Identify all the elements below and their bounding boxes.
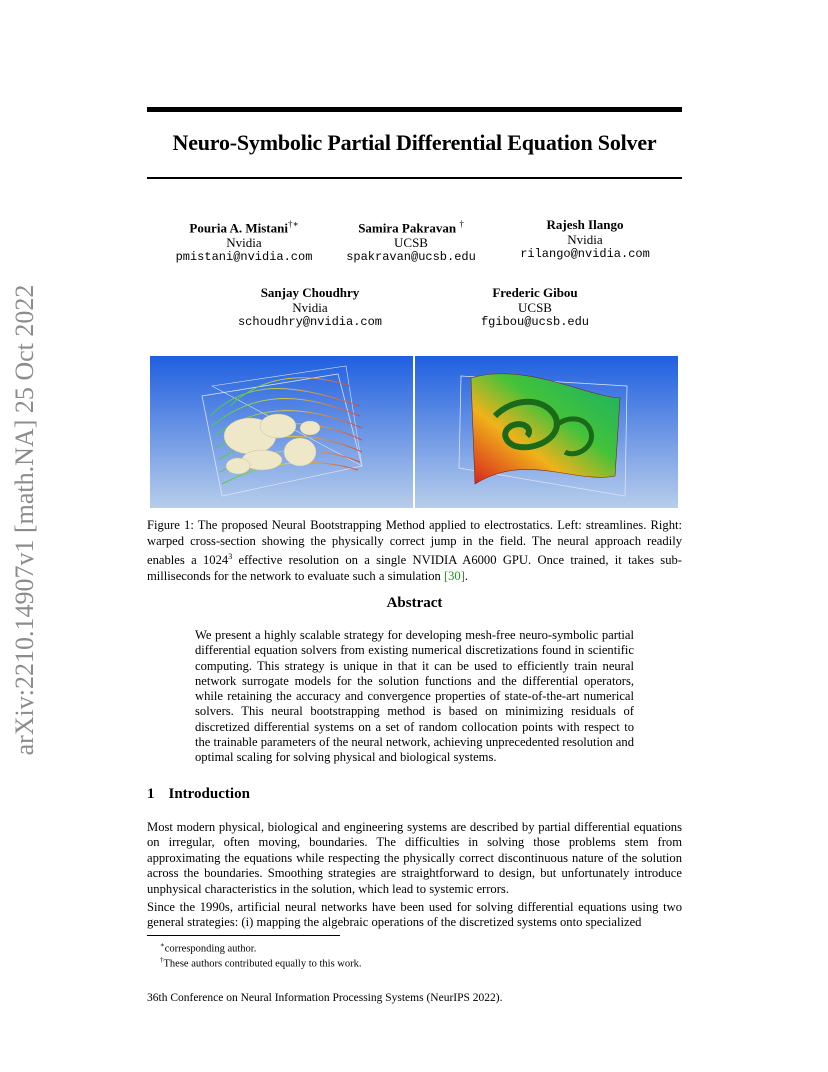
section-heading: 1 Introduction [147, 786, 250, 802]
author-email[interactable]: rilango@nvidia.com [520, 247, 650, 261]
title-bottom-rule [147, 177, 682, 179]
streamlines-image [150, 356, 413, 508]
abstract-text: We present a highly scalable strategy for developing mesh-free neuro-symbolic partial differential equation solvers from existing numerical discretizations found in scientific computing. This strategy is unique in that it can be used to efficiently train neural network surrogate models for the solution functions and the differential operators, while retaining the accuracy and convergence properties of state-of-the-art numerical solvers. This neural bootstrapping method is based on minimizing residuals of discretized differential systems on a set of random collocation points with respect to the trainable parameters of the neural network, achieving unprecedented resolution and optimal scaling for solving physical and biological systems. [195, 628, 634, 765]
cross-section-image [415, 356, 678, 508]
author-name: Pouria A. Mistani†∗ [189, 219, 299, 236]
author-block [435, 285, 635, 330]
author-affiliation: UCSB [518, 300, 552, 315]
author-block [311, 217, 511, 265]
conference-footer: 36th Conference on Neural Information Processing Systems (NeurIPS 2022). [147, 992, 503, 1004]
author-email[interactable]: spakravan@ucsb.edu [346, 250, 476, 265]
author-block [485, 217, 685, 262]
title-top-rule [147, 107, 682, 112]
author-name: Rajesh Ilango [546, 217, 624, 232]
author-affiliation: Nvidia [226, 235, 262, 251]
paper-title: Neuro-Symbolic Partial Differential Equation Solver [172, 130, 657, 155]
author-email[interactable]: schoudhry@nvidia.com [237, 315, 383, 329]
author-affiliation: Nvidia [567, 232, 603, 247]
author-affiliation: Nvidia [292, 300, 328, 315]
author-email[interactable]: pmistani@nvidia.com [175, 250, 313, 265]
abstract-heading: Abstract [386, 595, 443, 611]
footnote-rule [147, 935, 340, 936]
author-name: Sanjay Choudhry [260, 285, 360, 300]
intro-paragraph-2: Since the 1990s, artificial neural networks have been used for solving differential equations using two general strategies: (i) mapping the algebraic operations of the discretized systems onto specialized [147, 900, 682, 930]
author-block [210, 285, 410, 330]
intro-paragraph-1: Most modern physical, biological and engineering systems are described by partial differential equations on irregular, often moving, boundaries. The difficulties in solving those problems stem from approximating the equations while respecting the physically correct discontinuous nature of the solution across the boundaries. Smoothing strategies are straightforward to design, but unfortunately introduce unphysical characteristics in the solution, which lead to systemic errors. [147, 820, 682, 896]
author-name: Frederic Gibou [492, 285, 578, 300]
arxiv-identifier: arXiv:2210.14907v1 [math.NA] 25 Oct 2022 [10, 284, 39, 756]
footnote: †These authors contributed equally to this work. [160, 956, 362, 970]
author-email[interactable]: fgibou@ucsb.edu [480, 315, 590, 329]
figure-caption: Figure 1: The proposed Neural Bootstrapping Method applied to electrostatics. Left: streamlines. Right: warped cross-section showing the physically correct jump in the field. The neural approach readily enables a 1024$^3$ effective resolution on a single NVIDIA A6000 GPU. Once trained, it takes sub-milliseconds for the network to evaluate such a simulation [30]. [147, 518, 682, 583]
author-name: Samira Pakravan † [358, 219, 464, 236]
figure-1 [150, 356, 678, 508]
citation-link[interactable]: [30] [443, 568, 465, 583]
footnote: ∗corresponding author. [160, 941, 257, 955]
author-affiliation: UCSB [394, 235, 428, 251]
